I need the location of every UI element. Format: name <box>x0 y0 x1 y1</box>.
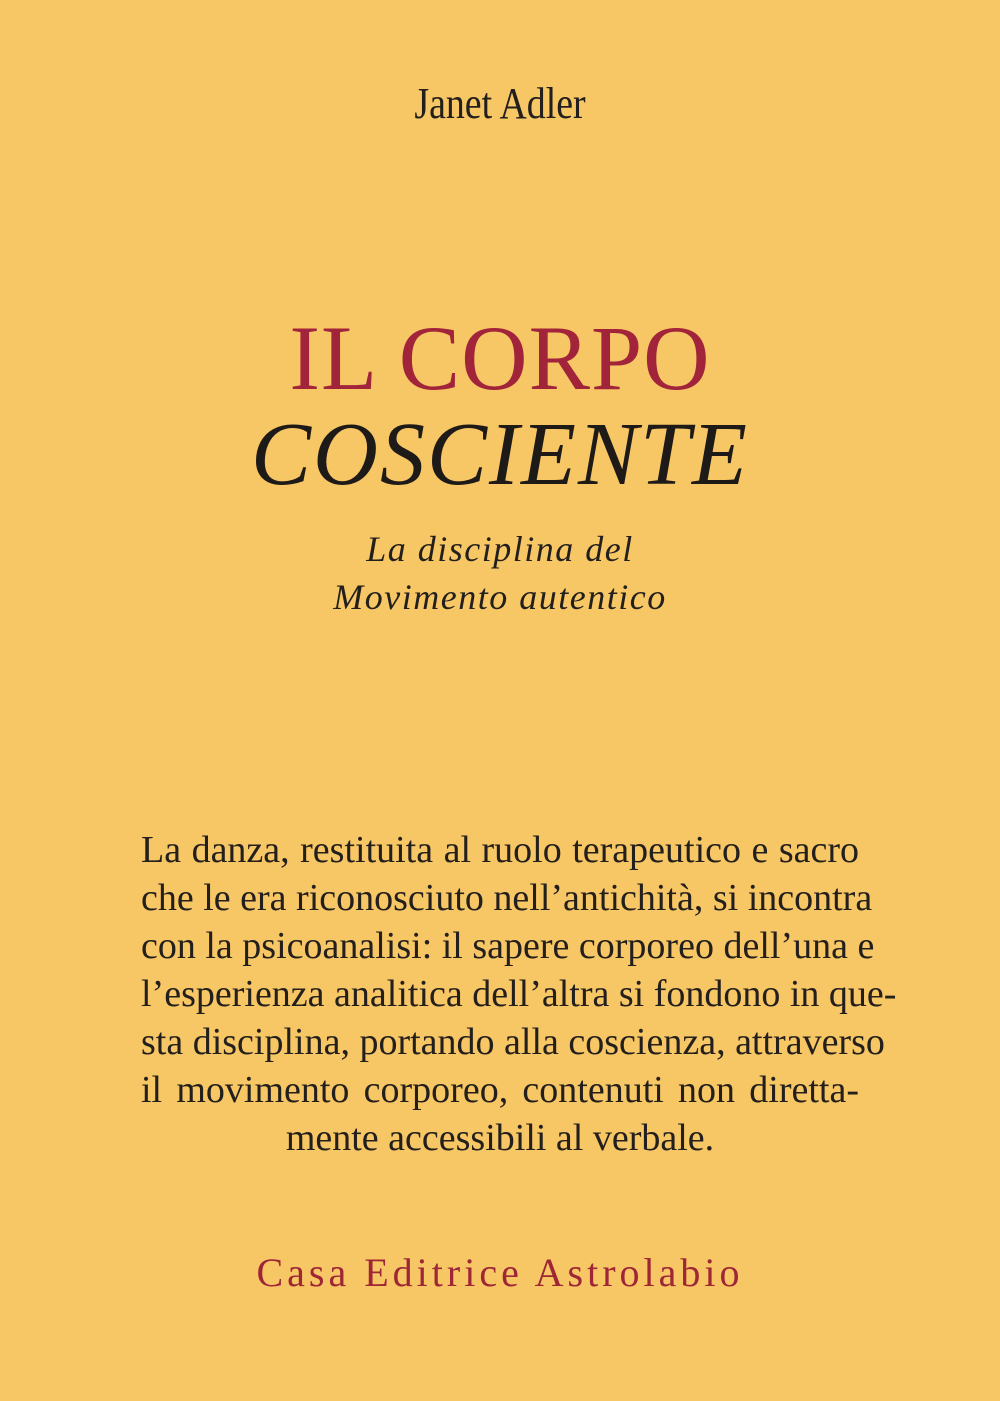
blurb-line: sta disciplina, portando alla coscienza, attraverso <box>141 1021 885 1063</box>
author-name: Janet Adler <box>414 79 586 128</box>
blurb-line: con la psicoanalisi: il sapere corporeo dell’una e <box>141 925 875 967</box>
blurb-line: l’esperienza analitica dell’altra si fondono in que- <box>141 973 897 1015</box>
subtitle <box>0 525 1000 621</box>
title-line-1: IL CORPO <box>289 307 711 409</box>
blurb-paragraph <box>141 826 897 1162</box>
blurb-line: mente accessibili al verbale. <box>285 1117 715 1159</box>
publisher-name: Casa Editrice Astrolabio <box>256 1250 744 1295</box>
blurb-line: che le era riconosciuto nell’antichità, si incontra <box>141 877 873 919</box>
title-line-2: COSCIENTE <box>250 405 750 504</box>
blurb-line: La danza, restituita al ruolo terapeutico e sacro <box>141 829 859 871</box>
subtitle-line-1: La disciplina del <box>366 529 634 569</box>
blurb-line: il movimento corporeo, contenuti non diretta- <box>141 1069 859 1111</box>
subtitle-line-2: Movimento autentico <box>333 577 667 617</box>
